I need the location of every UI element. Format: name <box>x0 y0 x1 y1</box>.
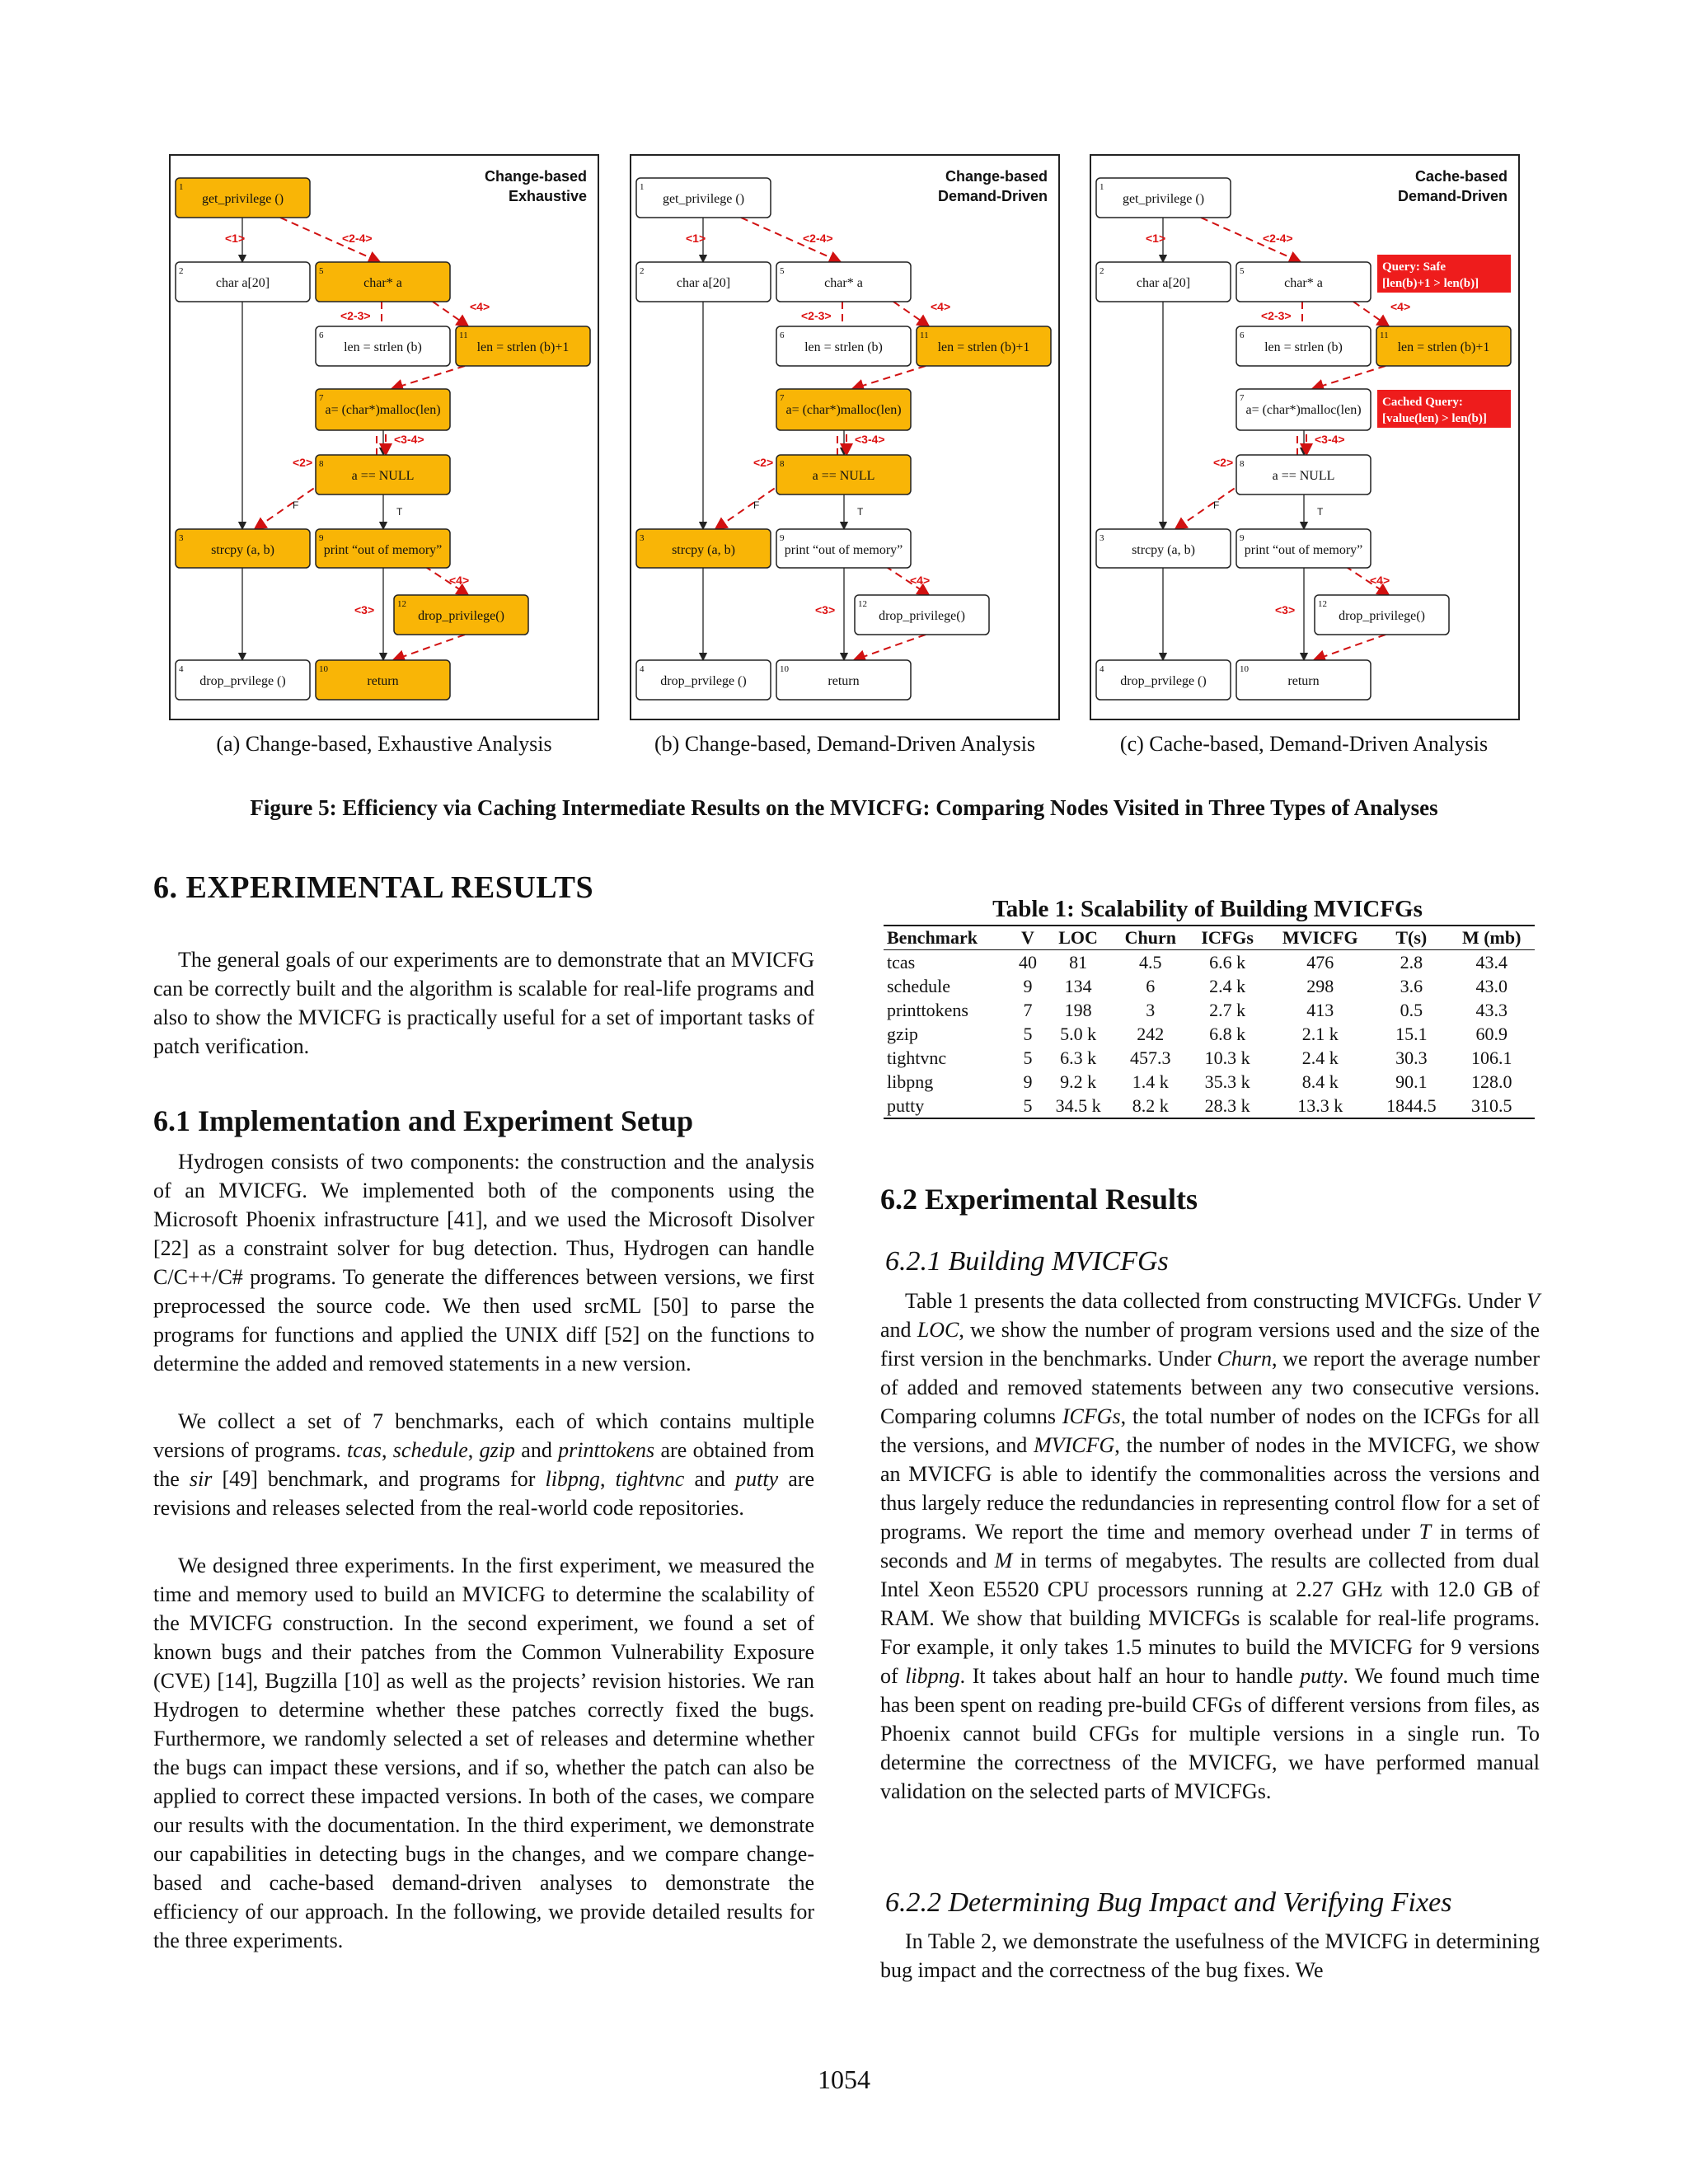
edge-label: <3-4> <box>394 433 424 446</box>
edge-label-f: F <box>753 499 760 511</box>
table-1-title: Table 1: Scalability of Building MVICFGs <box>992 896 1423 922</box>
svg-text:7: 7 <box>780 393 785 403</box>
svg-text:return: return <box>1287 674 1320 688</box>
cfg-node-4 <box>176 660 310 700</box>
cfg-node-12 <box>855 595 989 635</box>
table-cell: 7 <box>1023 999 1033 1020</box>
edge-label: <2-4> <box>1263 232 1293 245</box>
svg-text:7: 7 <box>319 393 324 403</box>
cfg-node-6 <box>1236 326 1371 366</box>
svg-text:get_privilege (): get_privilege () <box>1122 192 1205 206</box>
table-cell: 8.4 k <box>1301 1071 1339 1092</box>
svg-text:get_privilege (): get_privilege () <box>662 192 745 206</box>
section-6-2-2-text: In Table 2, we demonstrate the usefulness of the MVICFG in determining bug impact and the correctness of the bug fixes. We <box>880 1929 1540 1982</box>
cfg-node-4 <box>1096 660 1231 700</box>
section-6-1-p2: We collect a set of 7 benchmarks, each of which contains multiple versions of programs. tcas, schedule, gzip and printtokens are obtained from the sir [49] benchmark, and programs for libpng, tightvnc and putty are revisions and releases selected from the real-world code repositories. <box>153 1409 815 1520</box>
edge-label: <4> <box>910 574 931 587</box>
edge-label: <4> <box>470 300 490 313</box>
cfg-node-8 <box>776 455 911 494</box>
edge-label: <3-4> <box>855 433 885 446</box>
edge-label: <2> <box>1213 456 1234 469</box>
table-cell: 2.7 k <box>1209 999 1246 1020</box>
table-row <box>884 1022 1535 1046</box>
svg-text:[len(b)+1 > len(b)]: [len(b)+1 > len(b)] <box>1382 277 1479 290</box>
svg-text:4: 4 <box>179 664 184 674</box>
svg-text:9: 9 <box>780 533 785 543</box>
svg-text:1: 1 <box>179 182 184 192</box>
svg-text:8: 8 <box>780 459 785 469</box>
cfg-node-9 <box>1236 529 1371 568</box>
table-cell: 5 <box>1023 1047 1033 1068</box>
svg-text:a= (char*)malloc(len): a= (char*)malloc(len) <box>325 403 441 417</box>
table-cell: 5.0 k <box>1060 1023 1097 1044</box>
subcaption-a: (a) Change-based, Exhaustive Analysis <box>216 732 552 756</box>
edge-label: <2-3> <box>1261 309 1292 322</box>
cfg-node-12 <box>1315 595 1449 635</box>
cfg-node-10 <box>1236 660 1371 700</box>
edge-label-t: T <box>1317 506 1324 518</box>
svg-text:[value(len) > len(b)]: [value(len) > len(b)] <box>1382 412 1487 425</box>
edge-label: <2-3> <box>801 309 832 322</box>
svg-text:strcpy (a, b): strcpy (a, b) <box>211 543 274 557</box>
svg-text:drop_privilege(): drop_privilege() <box>879 609 965 623</box>
edge-label-t: T <box>396 506 403 518</box>
table-cell: 9.2 k <box>1060 1071 1097 1092</box>
table-cell: 34.5 k <box>1044 1094 1113 1118</box>
table-cell: 30.3 <box>1395 1047 1428 1068</box>
edge-label: <1> <box>1146 232 1166 245</box>
svg-text:5: 5 <box>780 266 785 276</box>
table-cell: 81 <box>1069 951 1088 972</box>
edge-label: <4> <box>449 574 470 587</box>
table-cell: 298 <box>1306 975 1334 996</box>
table-cell: 242 <box>1137 1023 1165 1044</box>
section-heading-6-2: 6.2 Experimental Results <box>880 1183 1198 1216</box>
section-heading-6-2-2: 6.2.2 Determining Bug Impact and Verifying Fixes <box>885 1887 1452 1918</box>
cfg-node-6 <box>316 326 450 366</box>
query-box <box>1377 390 1511 428</box>
cfg-node-5 <box>316 262 450 302</box>
svg-text:8: 8 <box>319 459 324 469</box>
cfg-node-10 <box>316 660 450 700</box>
cfg-node-2 <box>176 262 310 302</box>
table-row <box>884 1070 1535 1094</box>
svg-text:len = strlen (b): len = strlen (b) <box>344 340 422 354</box>
svg-text:a == NULL: a == NULL <box>351 469 415 483</box>
table-header-cell: V <box>1011 926 1043 950</box>
panel-title-2: Demand-Driven <box>1397 188 1507 204</box>
cfg-node-7 <box>776 389 911 430</box>
figure-caption: Figure 5: Efficiency via Caching Intermediate Results on the MVICFG: Comparing Nodes Visited in Three Types of Analyses <box>250 795 1438 820</box>
cfg-node-3 <box>636 529 771 568</box>
cfg-node-11 <box>917 326 1051 366</box>
cfg-node-3 <box>1096 529 1231 568</box>
svg-text:get_privilege (): get_privilege () <box>201 192 284 206</box>
table-cell: putty <box>884 1094 1011 1118</box>
edge-label: <2-3> <box>340 309 371 322</box>
cfg-node-2 <box>636 262 771 302</box>
svg-text:drop_privilege(): drop_privilege() <box>1339 609 1425 623</box>
svg-text:drop_privilege(): drop_privilege() <box>418 609 504 623</box>
cfg-node-1 <box>636 178 771 218</box>
table-cell: printtokens <box>887 999 968 1020</box>
cfg-node-6 <box>776 326 911 366</box>
svg-text:11: 11 <box>920 330 929 340</box>
svg-text:len = strlen (b)+1: len = strlen (b)+1 <box>1397 340 1490 354</box>
table-cell: 6.8 k <box>1209 1023 1246 1044</box>
cfg-node-11 <box>456 326 590 366</box>
svg-text:4: 4 <box>1100 664 1104 674</box>
subcaption-c: (c) Cache-based, Demand-Driven Analysis <box>1119 732 1489 756</box>
svg-text:6: 6 <box>780 330 785 340</box>
svg-text:a= (char*)malloc(len): a= (char*)malloc(len) <box>1245 403 1362 417</box>
table-cell: 2.1 k <box>1301 1023 1339 1044</box>
svg-text:12: 12 <box>397 599 406 609</box>
cfg-node-8 <box>1236 455 1371 494</box>
edge-label: <1> <box>225 232 246 245</box>
table-cell: 4.5 <box>1139 951 1162 972</box>
table-cell: 0.5 <box>1400 999 1423 1020</box>
svg-text:print “out of memory”: print “out of memory” <box>784 543 903 557</box>
svg-text:char a[20]: char a[20] <box>676 276 731 290</box>
svg-text:len = strlen (b)+1: len = strlen (b)+1 <box>476 340 570 354</box>
table-cell: 134 <box>1064 975 1092 996</box>
svg-text:drop_prvilege (): drop_prvilege () <box>1120 674 1207 688</box>
cfg-node-1 <box>1096 178 1231 218</box>
table-cell: 2.8 <box>1400 951 1423 972</box>
section-heading-6-1: 6.1 Implementation and Experiment Setup <box>153 1104 694 1137</box>
cfg-node-7 <box>1236 389 1371 430</box>
table-cell: 43.4 <box>1475 951 1507 972</box>
page-number: 1054 <box>818 2064 870 2094</box>
section-heading-6: 6. EXPERIMENTAL RESULTS <box>153 870 594 905</box>
svg-text:12: 12 <box>858 599 867 609</box>
table-cell: libpng <box>887 1071 934 1092</box>
svg-text:len = strlen (b): len = strlen (b) <box>804 340 883 354</box>
table-cell: 3 <box>1146 999 1156 1020</box>
table-cell: 3.6 <box>1400 975 1423 996</box>
svg-text:9: 9 <box>319 533 324 543</box>
table-cell: 60.9 <box>1475 1023 1507 1044</box>
table-cell: 1844.5 <box>1374 1094 1448 1118</box>
table-cell: 457.3 <box>1130 1047 1171 1068</box>
cfg-node-5 <box>1236 262 1371 302</box>
section-6-intro: The general goals of our experiments are to demonstrate that an MVICFG can be correctly built and the algorithm is scalable for real-life programs and also to show the MVICFG is practically useful for a set of important tasks of patch verification. <box>153 948 814 1058</box>
table-header-cell: Benchmark <box>884 926 1011 950</box>
edge-label: <2> <box>293 456 313 469</box>
table-cell: 6.6 k <box>1209 951 1246 972</box>
svg-text:9: 9 <box>1240 533 1245 543</box>
table-cell: schedule <box>887 975 950 996</box>
edge-label: <2-4> <box>803 232 833 245</box>
panel-title-1: Change-based <box>484 168 587 185</box>
table-cell: 310.5 <box>1448 1094 1535 1118</box>
edge-label: <4> <box>1390 300 1411 313</box>
edge-label: <2> <box>753 456 774 469</box>
table-cell: 476 <box>1306 951 1334 972</box>
table-header-cell: Churn <box>1113 926 1189 950</box>
table-cell: 90.1 <box>1395 1071 1428 1092</box>
edge-label-t: T <box>857 506 864 518</box>
svg-text:4: 4 <box>640 664 645 674</box>
svg-text:2: 2 <box>640 266 645 276</box>
cfg-node-2 <box>1096 262 1231 302</box>
table-cell: 6 <box>1146 975 1156 996</box>
section-6-2-1-text: Table 1 presents the data collected from constructing MVICFGs. Under V and LOC, we show the number of program versions used and the size of the first version in the benchmarks. Under Churn, we report the average number of added and removed statements between any two consecutive versions. Comparing columns ICFGs, the total number of nodes on the ICFGs for all the versions, and MVICFG, the number of nodes in the MVICFG, we show an MVICFG is able to identify the commonalities across the versions and thus largely reduce the redundancies in representing control flow for a set of programs. We report the time and memory overhead under T in terms of seconds and M in terms of megabytes. The results are collected from dual Intel Xeon E5520 CPU processors running at 2.27 GHz with 12.0 GB of RAM. We show that building MVICFGs is scalable for real-life programs. For example, it only takes 1.5 minutes to build the MVICFG for 9 versions of libpng. It takes about half an hour to handle putty. We found much time has been spent on reading pre-build CFGs of different versions from files, as Phoenix cannot build CFGs for multiple versions in a single run. To determine the correctness of the MVICFG, we have performed manual validation on the selected parts of MVICFGs. <box>880 1289 1540 1803</box>
svg-text:strcpy (a, b): strcpy (a, b) <box>1132 543 1195 557</box>
table-header-cell: T(s) <box>1374 926 1448 950</box>
svg-text:a == NULL: a == NULL <box>1272 469 1335 483</box>
table-cell: 128.0 <box>1470 1071 1512 1092</box>
svg-text:6: 6 <box>319 330 324 340</box>
table-cell: 1.4 k <box>1132 1071 1169 1092</box>
svg-text:char* a: char* a <box>1284 276 1323 290</box>
svg-text:len = strlen (b): len = strlen (b) <box>1264 340 1343 354</box>
table-cell: 9 <box>1023 1071 1033 1092</box>
table-row <box>884 998 1535 1022</box>
section-6-1-p3: We designed three experiments. In the first experiment, we measured the time and memory used to build an MVICFG to determine the scalability of the MVICFG construction. In the second experiment, we found a set of known bugs and their patches from the Common Vulnerability Exposure (CVE) [14], Bugzilla [10] as well as the projects’ revision histories. We ran Hydrogen to determine whether these patches correctly fixed the bugs. Furthermore, we randomly selected a set of releases and determine whether the bugs can impact these versions, and if so, whether the patch can also be applied to correct these impacted versions. In both of the cases, we compare our results with the documentation. In the third experiment, we demonstrate our capabilities in detecting bugs in the changes, and we compare change-based and cache-based demand-driven analyses to demonstrate the efficiency of our approach. In the following, we provide detailed results for the three experiments. <box>153 1554 814 1952</box>
table-cell: tightvnc <box>887 1047 947 1068</box>
edge-label: <2-4> <box>342 232 373 245</box>
table-cell: 10.3 k <box>1204 1047 1250 1068</box>
panel-title-1: Change-based <box>945 168 1048 185</box>
edge-label: <4> <box>931 300 951 313</box>
svg-text:3: 3 <box>179 533 184 543</box>
table-header-cell: M (mb) <box>1448 926 1535 950</box>
svg-text:len = strlen (b)+1: len = strlen (b)+1 <box>937 340 1030 354</box>
table-cell: 35.3 k <box>1204 1071 1250 1092</box>
cfg-node-10 <box>776 660 911 700</box>
table-cell: 106.1 <box>1470 1047 1512 1068</box>
table-cell: 8.2 k <box>1113 1094 1189 1118</box>
svg-text:Query: Safe: Query: Safe <box>1382 260 1447 274</box>
svg-text:char* a: char* a <box>363 276 402 290</box>
table-header-cell: LOC <box>1044 926 1113 950</box>
table-row <box>884 950 1535 975</box>
cfg-node-3 <box>176 529 310 568</box>
table-cell: 5 <box>1023 1023 1033 1044</box>
table-cell: 198 <box>1064 999 1092 1020</box>
cfg-node-5 <box>776 262 911 302</box>
svg-text:a= (char*)malloc(len): a= (char*)malloc(len) <box>785 403 902 417</box>
table-header-cell: MVICFG <box>1266 926 1374 950</box>
panel-title-2: Exhaustive <box>508 188 587 204</box>
table-row <box>884 974 1535 998</box>
cfg-node-12 <box>394 595 528 635</box>
edge-label-f: F <box>293 499 299 511</box>
table-cell: 2.4 k <box>1209 975 1246 996</box>
edge-label: <3> <box>1275 603 1296 616</box>
table-row <box>884 1046 1535 1070</box>
svg-text:10: 10 <box>319 664 328 674</box>
section-heading-6-2-1: 6.2.1 Building MVICFGs <box>885 1246 1169 1277</box>
panel-title-1: Cache-based <box>1414 168 1507 185</box>
svg-text:7: 7 <box>1240 393 1245 403</box>
table-cell: 43.0 <box>1475 975 1507 996</box>
svg-text:8: 8 <box>1240 459 1245 469</box>
svg-text:2: 2 <box>179 266 184 276</box>
table-cell: 13.3 k <box>1266 1094 1374 1118</box>
svg-text:6: 6 <box>1240 330 1245 340</box>
table-cell: 413 <box>1306 999 1334 1020</box>
edge-label-f: F <box>1213 499 1220 511</box>
subcaption-b: (b) Change-based, Demand-Driven Analysis <box>654 732 1036 756</box>
table-cell: gzip <box>887 1023 918 1044</box>
table-header-cell: ICFGs <box>1189 926 1266 950</box>
section-6-1-p1: Hydrogen consists of two components: the construction and the analysis of an MVICFG. We implemented both of the components using the Microsoft Phoenix infrastructure [41], and we used the Microsoft Disolver [22] as a constraint solver for bug detection. Thus, Hydrogen can handle C/C++/C# programs. To generate the differences between versions, we first preprocessed the source code. We then used srcML [50] to parse the programs for functions and applied the UNIX diff [52] on the functions to determine the added and removed statements in a new version. <box>153 1150 814 1376</box>
cfg-node-9 <box>316 529 450 568</box>
svg-text:char a[20]: char a[20] <box>215 276 270 290</box>
table-cell: 43.3 <box>1475 999 1507 1020</box>
svg-text:drop_prvilege (): drop_prvilege () <box>660 674 747 688</box>
svg-text:char* a: char* a <box>824 276 863 290</box>
cfg-node-8 <box>316 455 450 494</box>
edge-label: <3-4> <box>1315 433 1345 446</box>
table-cell: 9 <box>1023 975 1033 996</box>
svg-text:print “out of memory”: print “out of memory” <box>323 543 443 557</box>
cfg-node-11 <box>1376 326 1511 366</box>
svg-text:5: 5 <box>319 266 324 276</box>
query-box <box>1377 255 1511 293</box>
svg-text:3: 3 <box>1100 533 1104 543</box>
table-cell: tcas <box>887 951 916 972</box>
table-cell: 6.3 k <box>1060 1047 1097 1068</box>
svg-text:12: 12 <box>1318 599 1327 609</box>
svg-text:Cached Query:: Cached Query: <box>1382 396 1463 409</box>
svg-text:2: 2 <box>1100 266 1104 276</box>
svg-text:drop_prvilege (): drop_prvilege () <box>199 674 286 688</box>
svg-text:5: 5 <box>1240 266 1245 276</box>
panel-title-2: Demand-Driven <box>937 188 1048 204</box>
svg-text:10: 10 <box>780 664 789 674</box>
svg-text:3: 3 <box>640 533 645 543</box>
edge-label: <3> <box>815 603 836 616</box>
table-cell: 2.4 k <box>1301 1047 1339 1068</box>
svg-text:return: return <box>367 674 399 688</box>
svg-text:print “out of memory”: print “out of memory” <box>1244 543 1363 557</box>
table-row <box>884 1094 1535 1118</box>
table-cell: 40 <box>1018 951 1037 972</box>
edge-label: <4> <box>1370 574 1390 587</box>
svg-text:char a[20]: char a[20] <box>1136 276 1191 290</box>
svg-text:return: return <box>828 674 860 688</box>
svg-text:1: 1 <box>1100 182 1104 192</box>
cfg-node-1 <box>176 178 310 218</box>
cfg-node-4 <box>636 660 771 700</box>
svg-text:strcpy (a, b): strcpy (a, b) <box>672 543 735 557</box>
svg-text:a == NULL: a == NULL <box>812 469 875 483</box>
table-cell: 15.1 <box>1395 1023 1428 1044</box>
table-cell: 5 <box>1011 1094 1043 1118</box>
edge-label: <1> <box>686 232 706 245</box>
svg-text:11: 11 <box>459 330 468 340</box>
svg-text:11: 11 <box>1380 330 1389 340</box>
svg-text:10: 10 <box>1240 664 1249 674</box>
table-1 <box>884 925 1535 1119</box>
cfg-node-9 <box>776 529 911 568</box>
svg-text:1: 1 <box>640 182 645 192</box>
edge-label: <3> <box>354 603 375 616</box>
table-cell: 28.3 k <box>1189 1094 1266 1118</box>
cfg-node-7 <box>316 389 450 430</box>
